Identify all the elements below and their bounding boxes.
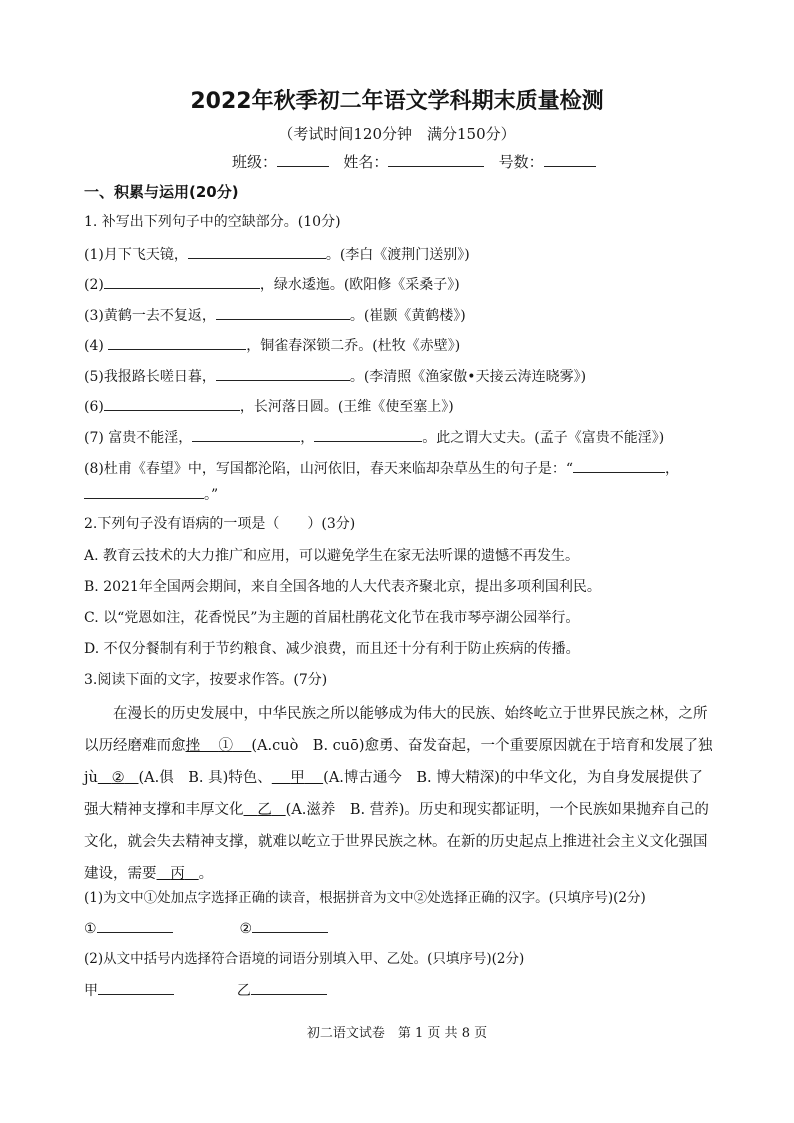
student-info-row [232, 152, 596, 172]
page-footer: 初二语文试卷 第 1 页 共 8 页 [306, 1026, 488, 1041]
answer-blank[interactable] [252, 918, 328, 933]
q1-item-8: (8)杜甫《春望》中，写国都沦陷，山河依旧，春天来临却杂草丛生的句子是：“ ， [84, 458, 679, 479]
answer-blank[interactable] [192, 427, 300, 442]
q2-option-a[interactable]: A. 教育云技术的大力推广和应用，可以避免学生在家无法听课的遗憾不再发生。 [84, 548, 580, 564]
dotted-word: 挫 [185, 738, 200, 754]
answer-blank[interactable] [84, 484, 204, 499]
number-blank[interactable] [544, 152, 596, 167]
answer-blank[interactable] [104, 274, 260, 289]
q1-item-5: (5)我报路长嗟日暮， 。(李清照《渔家傲•天接云涛连晓雾》) [84, 366, 586, 387]
blank-jia[interactable]: 甲 [290, 770, 305, 786]
answer-blank[interactable] [97, 918, 173, 933]
section-heading: 一、积累与运用(20分) [84, 183, 239, 201]
class-blank[interactable] [277, 152, 329, 167]
q1-item-1: (1)月下飞天镜， 。(李白《渡荆门送别》) [84, 244, 470, 265]
blank-2[interactable]: ② [111, 770, 125, 786]
q2-option-b[interactable]: B. 2021年全国两会期间，来自全国各地的人大代表齐聚北京，提出多项利国利民。 [84, 579, 601, 595]
answer-blank[interactable] [573, 458, 665, 473]
answer-blank[interactable] [216, 366, 350, 381]
answer-blank[interactable] [251, 980, 327, 995]
answer-blank[interactable] [98, 980, 174, 995]
q3-sub2: (2)从文中括号内选择符合语境的词语分别填入甲、乙处。(只填序号)(2分) [84, 951, 525, 967]
name-blank[interactable] [388, 152, 484, 167]
q1-item-4: (4) ，铜雀春深锁二乔。(杜牧《赤壁》) [84, 335, 460, 356]
blank-yi[interactable]: 乙 [257, 802, 272, 818]
q1-item-8-cont: 。” [84, 484, 218, 505]
q1-item-3: (3)黄鹤一去不复返， 。(崔颢《黄鹤楼》) [84, 305, 466, 326]
blank-1[interactable]: ① [218, 738, 233, 754]
q3-sub1: (1)为文中①处加点字选择正确的读音，根据拼音为文中②处选择正确的汉字。(只填序号)(2分) [84, 890, 646, 906]
answer-blank[interactable] [216, 305, 350, 320]
q1-item-7: (7) 富贵不能淫， ， 。此之谓大丈夫。(孟子《富贵不能淫》) [84, 427, 664, 448]
q1-item-2: (2) ，绿水逶迤。(欧阳修《采桑子》) [84, 274, 460, 295]
q3-sub1-answers: ① ② [84, 918, 328, 939]
exam-subtitle: （考试时间120分钟 满分150分） [278, 125, 516, 143]
number-label: 号数： [498, 153, 544, 171]
answer-blank[interactable] [104, 396, 240, 411]
answer-blank[interactable] [314, 427, 422, 442]
class-label: 班级： [232, 153, 278, 171]
q3-passage: 在漫长的历史发展中，中华民族之所以能够成为伟大的民族、始终屹立于世界民族之林，之所以历经磨难而愈挫 ① (A.cuò B. cuō)愈勇、奋发奋起，一个重要原因就在于培育和发展了独 jù ② (A.俱 B. 具)特色、 甲 (A.博古通今 B. 博大精深)的中华文化，为自身发展提供了强大精神支撑和丰厚文化 乙 (A.滋养 B. 营养)。历史和现实都证明，一个民族如果抛弃自己的文化，就会失去精神支撑，就难以屹立于世界民族之林。在新的历史起点上推进社会主义文化强国建设，需要 丙 。 [84, 706, 713, 882]
name-label: 姓名： [343, 153, 389, 171]
blank-bing[interactable]: 丙 [170, 866, 185, 882]
q1-stem: 1. 补写出下列句子中的空缺部分。(10分) [84, 214, 341, 230]
exam-title: 2022年秋季初二年语文学科期末质量检测 [190, 89, 604, 114]
q2-option-d[interactable]: D. 不仅分餐制有利于节约粮食、减少浪费，而且还十分有利于防止疾病的传播。 [84, 641, 580, 657]
answer-blank[interactable] [108, 335, 246, 350]
q3-sub2-answers: 甲 乙 [84, 980, 327, 1001]
q3-stem: 3.阅读下面的文字，按要求作答。(7分) [84, 672, 328, 688]
q2-option-c[interactable]: C. 以“党恩如注，花香悦民”为主题的首届杜鹃花文化节在我市琴亭湖公园举行。 [84, 610, 580, 626]
q1-item-6: (6) ，长河落日圆。(王维《使至塞上》) [84, 396, 454, 417]
q2-stem: 2.下列句子没有语病的一项是（ ）(3分) [84, 516, 356, 532]
answer-blank[interactable] [188, 244, 326, 259]
